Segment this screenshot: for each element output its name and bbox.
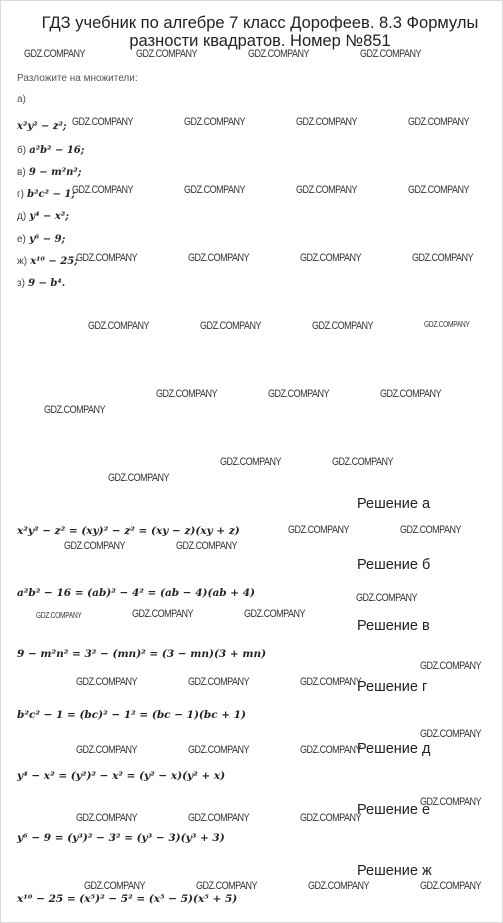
watermark: GDZ.COMPANY [84,880,146,892]
task-item-zh: ж) x¹⁰ − 25; [17,256,78,267]
task-item-b: б) a²b² − 16; [17,145,85,156]
watermark: GDZ.COMPANY [72,116,134,128]
watermark: GDZ.COMPANY [76,676,138,688]
task-item-v: в) 9 − m²n²; [17,167,82,178]
solution-equation-b: a²b² − 16 = (ab)² − 4² = (ab − 4)(ab + 4) [17,587,255,599]
watermark: GDZ.COMPANY [412,252,474,264]
watermark: GDZ.COMPANY [408,184,470,196]
solution-equation-a: x²y² − z² = (xy)² − z² = (xy − z)(xy + z) [17,525,240,537]
solution-heading-b: Решение б [357,557,431,573]
solution-heading-d: Решение д [357,741,431,757]
watermark: GDZ.COMPANY [196,880,258,892]
watermark: GDZ.COMPANY [424,320,470,329]
task-item-z: з) 9 − b⁴. [17,278,66,289]
solution-equation-g: b²c² − 1 = (bc)² − 1² = (bc − 1)(bc + 1) [17,709,247,721]
watermark: GDZ.COMPANY [300,252,362,264]
watermark: GDZ.COMPANY [156,388,218,400]
watermark: GDZ.COMPANY [108,472,170,484]
solution-heading-a: Решение а [357,496,431,512]
task-label-a: а) [17,94,26,105]
watermark: GDZ.COMPANY [420,728,482,740]
watermark: GDZ.COMPANY [312,320,374,332]
watermark: GDZ.COMPANY [44,404,106,416]
watermark: GDZ.COMPANY [296,116,358,128]
watermark: GDZ.COMPANY [188,744,250,756]
watermark: GDZ.COMPANY [72,184,134,196]
page-title: ГДЗ учебник по алгебре 7 класс Дорофеев. 8.3 Формулы разности квадратов. Номер №851 [41,14,479,50]
watermark: GDZ.COMPANY [360,48,422,60]
watermark: GDZ.COMPANY [176,540,238,552]
task-item-e: е) y⁶ − 9; [17,234,66,245]
solution-equation-e: y⁶ − 9 = (y³)² − 3² = (y³ − 3)(y³ + 3) [17,832,225,844]
watermark: GDZ.COMPANY [300,812,362,824]
watermark: GDZ.COMPANY [64,540,126,552]
watermark: GDZ.COMPANY [136,48,198,60]
watermark: GDZ.COMPANY [220,456,282,468]
watermark: GDZ.COMPANY [356,592,418,604]
solution-heading-zh: Решение ж [357,863,432,879]
watermark: GDZ.COMPANY [400,524,462,536]
watermark: GDZ.COMPANY [420,880,482,892]
watermark: GDZ.COMPANY [268,388,330,400]
watermark: GDZ.COMPANY [288,524,350,536]
task-instruction: Разложите на множители: [17,73,138,84]
watermark: GDZ.COMPANY [132,608,194,620]
watermark: GDZ.COMPANY [188,252,250,264]
watermark: GDZ.COMPANY [332,456,394,468]
watermark: GDZ.COMPANY [300,676,362,688]
watermark: GDZ.COMPANY [184,116,246,128]
watermark: GDZ.COMPANY [184,184,246,196]
watermark: GDZ.COMPANY [188,676,250,688]
solution-equation-zh: x¹⁰ − 25 = (x⁵)² − 5² = (x⁵ − 5)(x⁵ + 5) [17,893,238,905]
solution-equation-v: 9 − m²n² = 3² − (mn)² = (3 − mn)(3 + mn) [17,648,267,660]
watermark: GDZ.COMPANY [308,880,370,892]
watermark: GDZ.COMPANY [76,744,138,756]
task-item-d: д) y⁴ − x²; [17,211,69,222]
solution-equation-d: y⁴ − x² = (y²)² − x² = (y² − x)(y² + x) [17,770,226,782]
watermark: GDZ.COMPANY [76,252,138,264]
watermark: GDZ.COMPANY [200,320,262,332]
watermark: GDZ.COMPANY [248,48,310,60]
solution-heading-v: Решение в [357,618,430,634]
watermark: GDZ.COMPANY [296,184,358,196]
solution-heading-e: Решение е [357,802,431,818]
watermark: GDZ.COMPANY [76,812,138,824]
watermark: GDZ.COMPANY [420,796,482,808]
watermark: GDZ.COMPANY [300,744,362,756]
watermark: GDZ.COMPANY [24,48,86,60]
watermark: GDZ.COMPANY [380,388,442,400]
watermark: GDZ.COMPANY [244,608,306,620]
task-item-g: г) b²c² − 1; [17,189,76,200]
watermark: GDZ.COMPANY [36,611,82,620]
watermark: GDZ.COMPANY [88,320,150,332]
watermark: GDZ.COMPANY [408,116,470,128]
watermark: GDZ.COMPANY [188,812,250,824]
solution-heading-g: Решение г [357,679,428,695]
watermark: GDZ.COMPANY [420,660,482,672]
task-item-a: x²y² − z²; [17,121,67,132]
